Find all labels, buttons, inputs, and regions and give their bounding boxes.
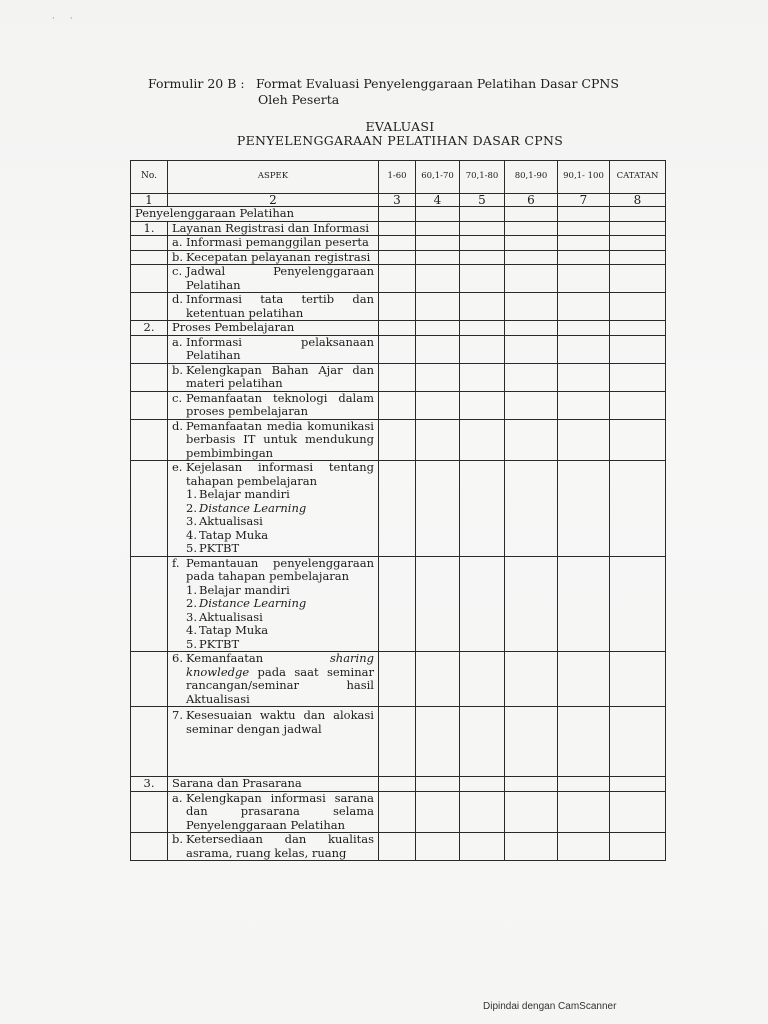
item-mark: d. — [172, 418, 184, 433]
table-row — [131, 391, 666, 419]
item-text: Kecepatan pelayanan registrasi — [186, 249, 371, 264]
form-label: Formulir 20 B : — [148, 76, 245, 91]
item-text: Kelengkapan informasi sarana dan prasarana selama Penyelenggaraan Pelatihan — [186, 790, 374, 832]
table-row — [131, 293, 666, 321]
col-header-aspek: ASPEK — [168, 161, 379, 194]
table-row — [131, 707, 666, 777]
item-mark: c. — [172, 390, 183, 405]
item-text: Pemanfaatan teknologi dalam proses pembelajaran — [186, 390, 374, 418]
item-mark: 7. — [172, 708, 183, 722]
item-mark: f. — [172, 555, 180, 570]
scanner-watermark: Dipindai dengan CamScanner — [483, 1001, 617, 1012]
item-mark: b. — [172, 832, 184, 846]
column-number-row — [131, 194, 666, 207]
col-num: 4 — [416, 194, 460, 207]
group-number: 3. — [131, 777, 168, 792]
col-header-no: No. — [131, 161, 168, 194]
table-row — [131, 335, 666, 363]
item-text: Kelengkapan Bahan Ajar dan materi pelatihan — [186, 362, 374, 390]
group-number: 2. — [131, 321, 168, 336]
table-header-row — [131, 161, 666, 194]
item-mark: 6. — [172, 651, 183, 665]
form-title-line2: Oleh Peserta — [258, 92, 340, 107]
table-row — [131, 265, 666, 293]
table-row — [131, 556, 666, 652]
col-header-score-3: 70,1-80 — [460, 161, 505, 194]
group-row — [131, 321, 666, 336]
sub-item: 4. Tatap Muka — [186, 623, 269, 637]
group-row — [131, 777, 666, 792]
group-title: Proses Pembelajaran — [168, 321, 379, 336]
scan-artifact: · · — [52, 14, 79, 24]
item-text: Informasi tata tertib dan ketentuan pelatihan — [186, 292, 374, 320]
item-text: Informasi pemanggilan peserta — [186, 235, 369, 249]
table-row — [131, 250, 666, 265]
item-text: Kesesuaian waktu dan alokasi seminar dengan jadwal — [186, 708, 374, 736]
col-num: 5 — [460, 194, 505, 207]
col-header-score-2: 60,1-70 — [416, 161, 460, 194]
item-text: Kejelasan informasi tentang tahapan pembelajaran — [186, 460, 374, 488]
sub-item: 2. Distance Learning — [186, 500, 307, 515]
table-row — [131, 236, 666, 251]
item-text: Pemanfaatan media komunikasi berbasis IT untuk mendukung pembimbingan — [186, 418, 374, 460]
sub-list — [172, 584, 374, 652]
group-title: Layanan Registrasi dan Informasi — [168, 221, 379, 236]
sub-item: 3. Aktualisasi — [186, 514, 263, 528]
item-text: Jadwal Penyelenggaraan Pelatihan — [186, 264, 374, 292]
sub-item: 5. PKTBT — [186, 541, 240, 555]
item-text: Ketersediaan dan kualitas asrama, ruang kelas, ruang — [186, 832, 374, 860]
item-mark: c. — [172, 264, 183, 278]
group-title: Sarana dan Prasarana — [168, 777, 379, 792]
evaluation-table — [130, 160, 666, 861]
table-row — [131, 461, 666, 557]
col-num: 7 — [558, 194, 610, 207]
form-header — [148, 76, 648, 91]
item-text: Informasi pelaksanaan Pelatihan — [186, 334, 374, 362]
section-title: Penyelenggaraan Pelatihan — [131, 207, 379, 222]
col-header-score-5: 90,1- 100 — [558, 161, 610, 194]
col-num: 3 — [379, 194, 416, 207]
item-mark: a. — [172, 235, 183, 249]
sub-item: 3. Aktualisasi — [186, 609, 263, 624]
group-number: 1. — [131, 221, 168, 236]
item-mark: b. — [172, 249, 184, 264]
col-num: 1 — [131, 194, 168, 207]
item-mark: b. — [172, 362, 184, 377]
section-row — [131, 207, 666, 222]
table-row — [131, 833, 666, 861]
sub-item: 5. PKTBT — [186, 636, 240, 651]
table-row — [131, 419, 666, 461]
item-mark: e. — [172, 460, 183, 474]
table-row — [131, 652, 666, 707]
item-mark: a. — [172, 790, 183, 805]
document-subtitle: PENYELENGGARAAN PELATIHAN DASAR CPNS — [236, 133, 564, 148]
sub-item: 4. Tatap Muka — [186, 527, 269, 542]
col-header-catatan: CATATAN — [610, 161, 666, 194]
table-row — [131, 791, 666, 833]
table-row — [131, 363, 666, 391]
item-mark: d. — [172, 292, 184, 306]
col-header-score-4: 80,1-90 — [505, 161, 558, 194]
item-mark: a. — [172, 334, 183, 349]
sub-list — [172, 488, 374, 556]
form-title: Format Evaluasi Penyelenggaraan Pelatihan Dasar CPNS — [256, 76, 619, 91]
col-num: 6 — [505, 194, 558, 207]
sub-item: 1. Belajar mandiri — [186, 487, 290, 501]
group-row — [131, 221, 666, 236]
col-num: 2 — [168, 194, 379, 207]
document-title: EVALUASI — [365, 119, 435, 134]
item-text: Kemanfaatan sharing knowledge pada saat seminar rancangan/seminar hasil Aktualisasi — [186, 651, 374, 706]
sub-item: 2. Distance Learning — [186, 596, 307, 610]
col-header-score-1: 1-60 — [379, 161, 416, 194]
item-text: Pemantauan penyelenggaraan pada tahapan pembelajaran — [186, 555, 374, 583]
sub-item: 1. Belajar mandiri — [186, 582, 290, 597]
col-num: 8 — [610, 194, 666, 207]
